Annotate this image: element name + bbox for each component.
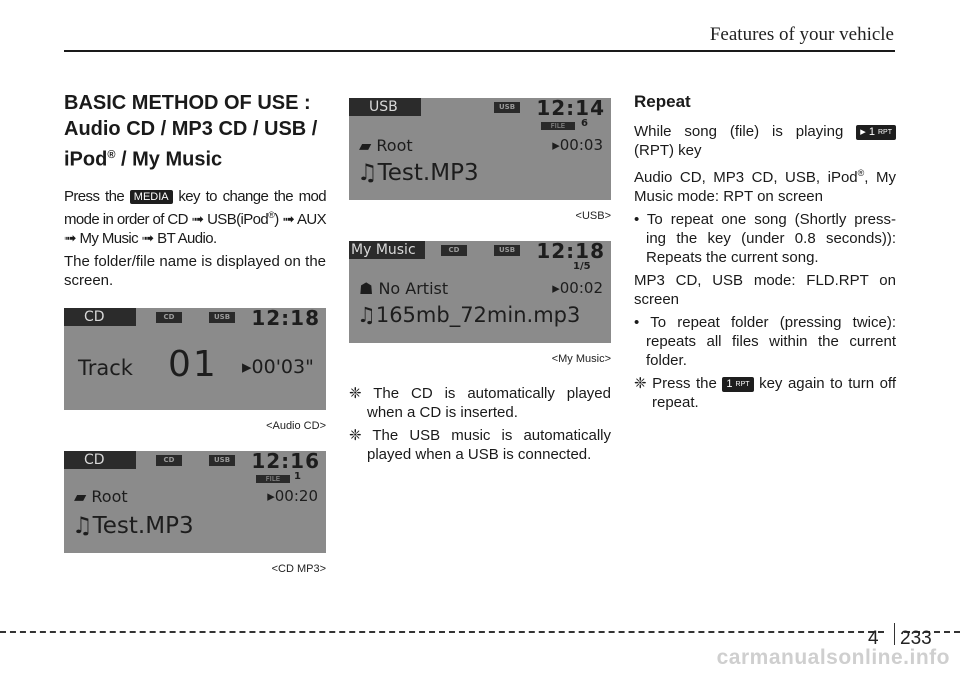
watermark: carmanualsonline.info [716,646,950,669]
left-column [64,90,326,594]
mode-indicator: USB [349,98,421,116]
mode-indicator: CD [64,308,136,326]
clock: 12:16 [251,450,320,473]
play-time: ▸00:20 [267,486,318,505]
play-time: ▸00'03" [242,355,314,378]
page-number-divider [894,623,895,645]
caption-usb: <USB> [575,210,611,222]
repeat-folder-bullet: • To repeat folder (pressing twice): repeats all files within the current folder. [634,314,896,369]
music-note-icon: ♫ [72,512,93,539]
play-time: ▸00:03 [552,136,603,154]
caption-audio-cd: <Audio CD> [266,419,326,432]
usb-badge: USB [494,245,520,256]
repeat-song-bullet: • To repeat one song (Shortly press- ing the key (under 0.8 seconds)): Repeats the current song. [634,211,896,266]
rpt-key-icon: ▸ 1 RPT [856,125,896,140]
header-title: Features of your vehicle [709,24,894,45]
folder-icon: ▰ [359,136,377,155]
clock: 12:18 [536,241,605,263]
chapter-number: 4 [868,628,879,649]
usb-badge: USB [209,455,235,466]
clock: 12:18 [251,307,320,330]
folder-file-note: The folder/file name is displayed on the screen. [64,252,326,289]
rpt-screen-mode: Audio CD, MP3 CD, USB, iPod®, My Music mode: RPT on screen [634,168,896,205]
cd-mp3-screen [64,451,326,553]
repeat-title: Repeat [634,92,691,111]
header-rule [64,50,895,52]
file-number: 6 [581,118,588,129]
usb-autoplay-note: ❈ The USB music is automatically played when a USB is connected. [349,427,611,463]
play-time: ▸00:02 [552,279,603,297]
cd-badge: CD [156,455,182,466]
right-column [634,90,896,416]
mode-indicator: My Music [349,241,425,259]
repeat-key-intro: While song (file) is playing ▸ 1 RPT (RPT) key [634,122,896,160]
usb-badge: USB [494,102,520,113]
usb-badge: USB [209,312,235,323]
artist-icon: ☗ [359,279,379,298]
section-title: BASIC METHOD OF USE : Audio CD / MP3 CD / USB / iPod® / My Music [64,92,318,171]
page-number: 233 [900,628,932,649]
cd-badge: CD [441,245,467,256]
middle-column [349,98,611,468]
music-note-icon: ♫ [357,160,378,186]
media-key-icon: MEDIA [130,190,173,204]
music-note-icon: ♫ [357,303,376,327]
file-tag: FILE [541,122,575,130]
clock: 12:14 [536,98,605,120]
file-row: ♫Test.MP3 [357,160,479,186]
file-row: ♫165mb_72min.mp3 [357,303,581,327]
artist-row: ☗ No Artist [359,279,449,298]
cd-autoplay-note: ❈ The CD is automatically played when a CD is inserted. [349,385,611,421]
fld-rpt-mode: MP3 CD, USB mode: FLD.RPT on screen [634,272,896,308]
usb-screen [349,98,611,200]
file-number: 1 [294,470,301,482]
track-label: Track [78,355,133,380]
my-music-screen [349,241,611,343]
file-count: 1/5 [573,261,591,272]
folder-row: ▰ Root [359,136,413,155]
audio-cd-screen [64,308,326,410]
caption-cd-mp3: <CD MP3> [271,562,326,575]
mode-indicator: CD [64,451,136,469]
file-tag: FILE [256,475,290,483]
footer-divider [0,631,884,633]
file-row: ♫Test.MP3 [72,512,194,539]
caption-my-music: <My Music> [551,353,611,365]
turn-off-repeat-note: ❈ Press the 1 RPT key again to turn off repeat. [634,375,896,411]
folder-row: ▰ Root [74,486,128,506]
media-instruction: Press the MEDIA key to change the mod mode in order of CD ➟ USB(iPod®) ➟ AUX ➟ My Music ➟ BT Audio. [64,187,327,247]
folder-icon: ▰ [74,486,92,506]
cd-badge: CD [156,312,182,323]
rpt-key-icon: 1 RPT [722,377,753,392]
track-number: 01 [168,343,218,385]
